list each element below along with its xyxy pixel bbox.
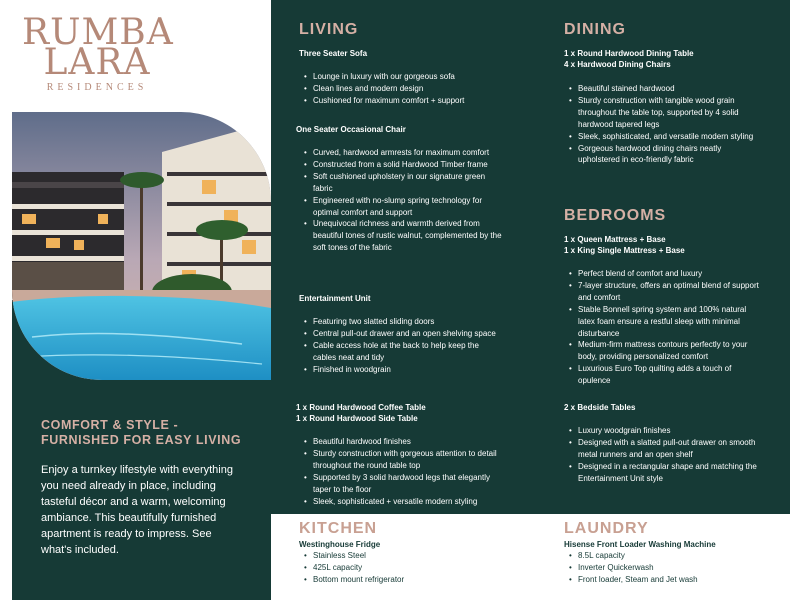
bedside-list <box>564 425 764 485</box>
list-item: • Bottom mount refrigerator <box>299 574 499 586</box>
entertainment-subheading: Entertainment Unit <box>299 294 371 303</box>
bedrooms-title: BEDROOMS <box>564 207 667 224</box>
list-item: • 8.5L capacity <box>564 550 764 562</box>
dining-title: DINING <box>564 21 626 38</box>
list-item: • Sleek, sophisticated + versatile modern styling <box>299 496 504 508</box>
chair-subheading: One Seater Occasional Chair <box>296 125 406 134</box>
laundry-title: LAUNDRY <box>564 520 649 537</box>
mattress-list <box>564 268 764 387</box>
dining-table-subheading: 1 x Round Hardwood Dining Table <box>564 49 694 58</box>
queen-mattress-subheading: 1 x Queen Mattress + Base <box>564 235 666 244</box>
list-item: • Supported by 3 solid hardwood legs that elegantly taper to the floor <box>299 472 504 496</box>
list-item: • Perfect blend of comfort and luxury <box>564 268 764 280</box>
list-item: • Gorgeous hardwood dining chairs neatly upholstered in eco-friendly fabric <box>564 143 764 167</box>
list-item: • Beautiful hardwood finishes <box>299 436 504 448</box>
logo-line-1: RUMBA <box>22 12 174 53</box>
list-item: • Soft cushioned upholstery in our signature green fabric <box>299 171 504 195</box>
sofa-subheading: Three Seater Sofa <box>299 49 368 58</box>
coffee-table-subheading: 1 x Round Hardwood Coffee Table <box>296 403 426 412</box>
list-item: • Stable Bonnell spring system and 100% natural latex foam ensure a restful sleep with minimal disturbance <box>564 304 764 340</box>
left-heading <box>41 418 261 448</box>
washer-subheading: Hisense Front Loader Washing Machine <box>564 540 716 549</box>
list-item: • Designed in a rectangular shape and matching the Entertainment Unit style <box>564 461 764 485</box>
list-item: • Beautiful stained hardwood <box>564 83 764 95</box>
living-title: LIVING <box>299 21 359 38</box>
left-heading-line-1: COMFORT & STYLE - <box>41 418 179 432</box>
list-item: • Clean lines and modern design <box>299 83 504 95</box>
list-item: • Luxury woodgrain finishes <box>564 425 764 437</box>
brand-logo <box>22 12 174 93</box>
sofa-list <box>299 71 504 107</box>
fridge-subheading: Westinghouse Fridge <box>299 540 381 549</box>
dining-list <box>564 83 764 166</box>
side-table-subheading: 1 x Round Hardwood Side Table <box>296 414 418 423</box>
pool-resort-photo <box>12 112 271 380</box>
list-item: • Lounge in luxury with our gorgeous sofa <box>299 71 504 83</box>
list-item: • 425L capacity <box>299 562 499 574</box>
list-item: • Designed with a slatted pull-out drawer on smooth metal runners and an open shelf <box>564 437 764 461</box>
kitchen-title: KITCHEN <box>299 520 378 537</box>
chair-list <box>299 147 504 254</box>
list-item: • Featuring two slatted sliding doors <box>299 316 504 328</box>
list-item: • Central pull-out drawer and an open shelving space <box>299 328 504 340</box>
list-item: • Constructed from a solid Hardwood Timber frame <box>299 159 504 171</box>
logo-line-2: LARA <box>43 42 151 83</box>
list-item: • 7-layer structure, offers an optimal blend of support and comfort <box>564 280 764 304</box>
left-heading-line-2: FURNISHED FOR EASY LIVING <box>41 433 242 447</box>
king-single-subheading: 1 x King Single Mattress + Base <box>564 246 685 255</box>
left-intro-text: Enjoy a turnkey lifestyle with everything you need already in place, including tasteful décor and a warm, welcoming ambiance. This beautifully furnished apartment is ready to impress. See what's included. <box>41 464 233 556</box>
bedside-subheading: 2 x Bedside Tables <box>564 403 636 412</box>
list-item: • Curved, hardwood armrests for maximum comfort <box>299 147 504 159</box>
kitchen-list <box>299 550 499 586</box>
list-item: • Sturdy construction with gorgeous attention to detail throughout the round table top <box>299 448 504 472</box>
list-item: • Luxurious Euro Top quilting adds a touch of opulence <box>564 363 764 387</box>
list-item: • Cable access hole at the back to help keep the cables neat and tidy <box>299 340 504 364</box>
list-item: • Sleek, sophisticated, and versatile modern styling <box>564 131 764 143</box>
list-item: • Front loader, Steam and Jet wash <box>564 574 764 586</box>
coffee-table-list <box>299 436 504 507</box>
list-item: • Medium-firm mattress contours perfectly to your body, providing personalized comfort <box>564 339 764 363</box>
list-item: • Finished in woodgrain <box>299 364 504 376</box>
list-item: • Stainless Steel <box>299 550 499 562</box>
list-item: • Engineered with no-slump spring technology for optimal comfort and support <box>299 195 504 219</box>
laundry-list <box>564 550 764 586</box>
list-item: • Unequivocal richness and warmth derived from beautiful tones of rustic walnut, complemented by the soft tones of the fabric <box>299 218 504 254</box>
list-item: • Cushioned for maximum comfort + support <box>299 95 504 107</box>
entertainment-list <box>299 316 504 376</box>
list-item: • Inverter Quickerwash <box>564 562 764 574</box>
logo-line-3: RESIDENCES <box>46 82 148 93</box>
dining-chairs-subheading: 4 x Hardwood Dining Chairs <box>564 60 671 69</box>
list-item: • Sturdy construction with tangible wood grain throughout the table top, supported by 4 solid hardwood tapered legs <box>564 95 764 131</box>
